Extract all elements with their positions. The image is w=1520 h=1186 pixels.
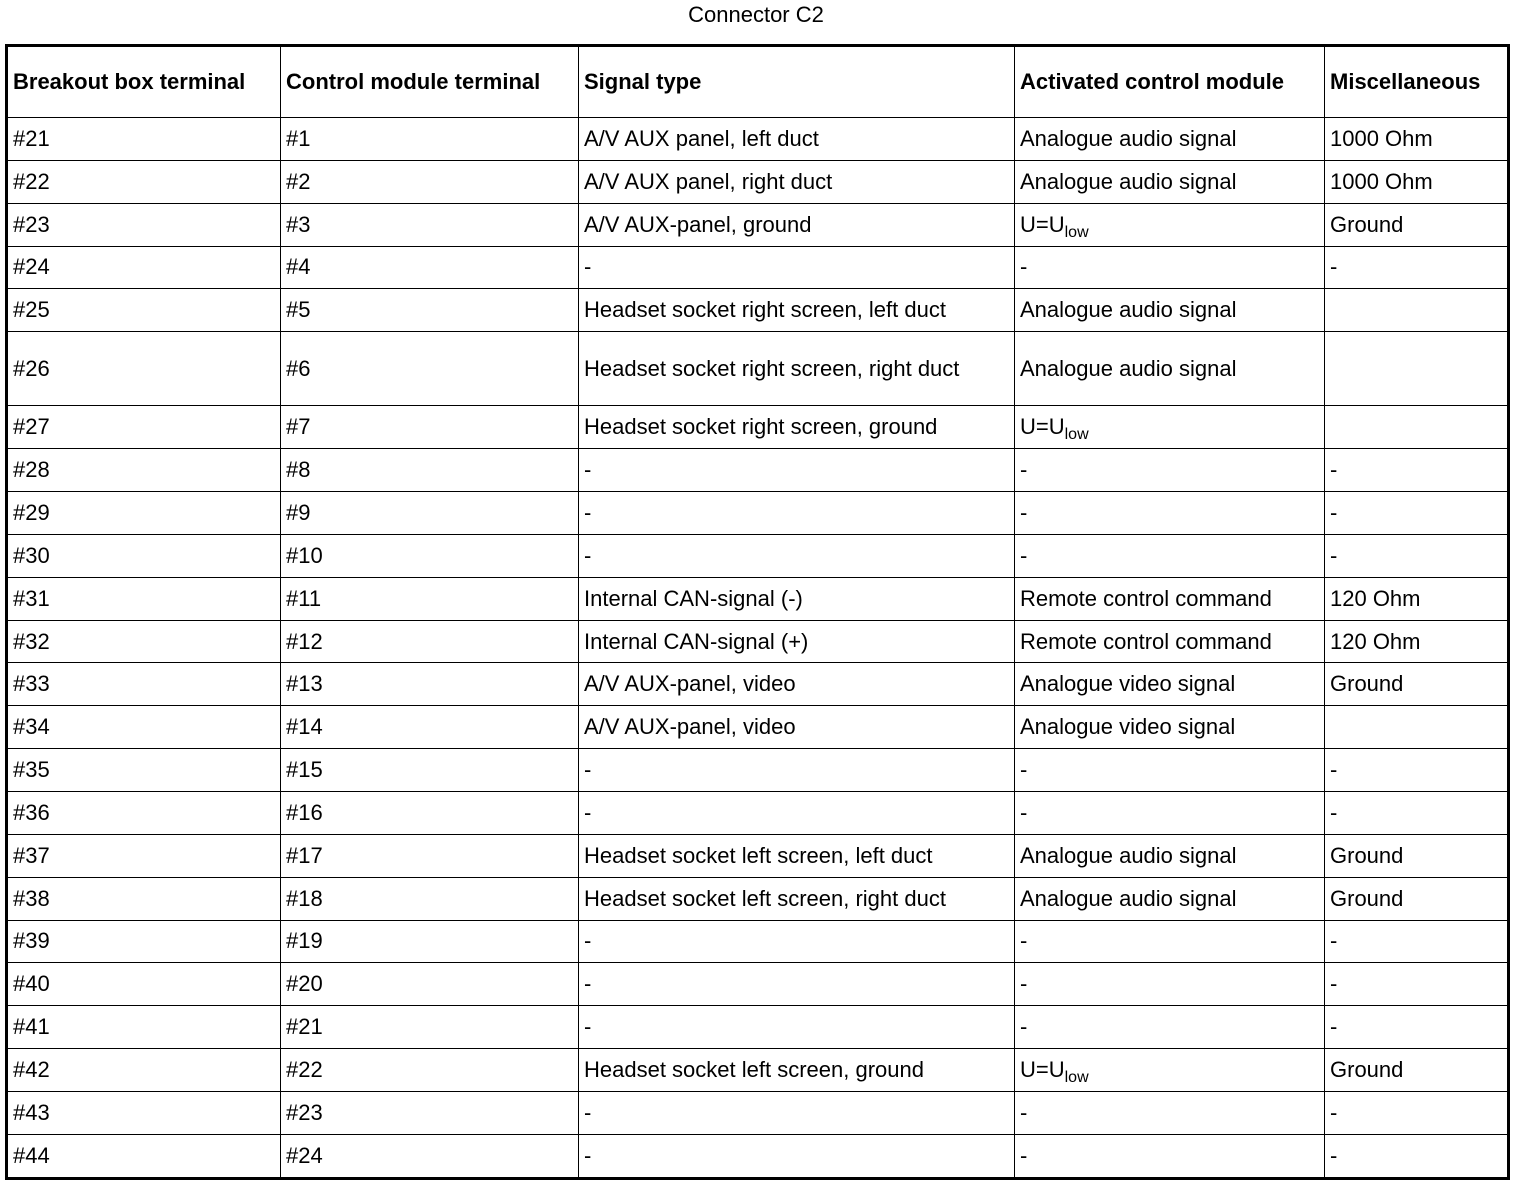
cell-miscellaneous: -: [1325, 534, 1509, 577]
cell-control-module-terminal: #7: [281, 406, 579, 449]
cell-breakout-box-terminal: #40: [7, 963, 281, 1006]
cell-signal-type: -: [579, 920, 1015, 963]
cell-control-module-terminal: #13: [281, 663, 579, 706]
cell-signal-type: -: [579, 792, 1015, 835]
cell-control-module-terminal: #20: [281, 963, 579, 1006]
table-row: [7, 332, 1509, 406]
cell-breakout-box-terminal: #26: [7, 332, 281, 406]
cell-signal-type: A/V AUX-panel, ground: [579, 203, 1015, 246]
cell-control-module-terminal: #4: [281, 246, 579, 289]
cell-control-module-terminal: #16: [281, 792, 579, 835]
cell-signal-type: Headset socket right screen, left duct: [579, 289, 1015, 332]
cell-control-module-terminal: #22: [281, 1049, 579, 1092]
table-row: [7, 1091, 1509, 1134]
connector-c2-table: [5, 44, 1510, 1180]
cell-control-module-terminal: #23: [281, 1091, 579, 1134]
cell-miscellaneous: -: [1325, 792, 1509, 835]
cell-breakout-box-terminal: #33: [7, 663, 281, 706]
cell-signal-type: -: [579, 749, 1015, 792]
cell-signal-type: Internal CAN-signal (+): [579, 620, 1015, 663]
cell-miscellaneous: [1325, 289, 1509, 332]
cell-miscellaneous: 1000 Ohm: [1325, 118, 1509, 161]
table-row: [7, 706, 1509, 749]
table-row: [7, 289, 1509, 332]
cell-activated-control-module: Remote control command: [1015, 620, 1325, 663]
cell-control-module-terminal: #1: [281, 118, 579, 161]
cell-signal-type: -: [579, 1006, 1015, 1049]
cell-activated-control-module: $U=U_{low}$: [1015, 1049, 1325, 1092]
cell-activated-control-module: -: [1015, 246, 1325, 289]
cell-breakout-box-terminal: #36: [7, 792, 281, 835]
cell-breakout-box-terminal: #21: [7, 118, 281, 161]
table-row: [7, 663, 1509, 706]
table-row: [7, 406, 1509, 449]
cell-breakout-box-terminal: #43: [7, 1091, 281, 1134]
cell-breakout-box-terminal: #38: [7, 877, 281, 920]
cell-control-module-terminal: #21: [281, 1006, 579, 1049]
cell-control-module-terminal: #12: [281, 620, 579, 663]
cell-activated-control-module: Remote control command: [1015, 577, 1325, 620]
cell-control-module-terminal: #24: [281, 1134, 579, 1178]
cell-breakout-box-terminal: #35: [7, 749, 281, 792]
cell-activated-control-module: -: [1015, 449, 1325, 492]
cell-breakout-box-terminal: #44: [7, 1134, 281, 1178]
cell-control-module-terminal: #15: [281, 749, 579, 792]
table-row: [7, 792, 1509, 835]
table-row: [7, 749, 1509, 792]
cell-signal-type: -: [579, 963, 1015, 1006]
table-row: [7, 246, 1509, 289]
cell-signal-type: Headset socket left screen, left duct: [579, 834, 1015, 877]
header-signal-type: Signal type: [579, 46, 1015, 118]
cell-miscellaneous: 1000 Ohm: [1325, 160, 1509, 203]
cell-activated-control-module: -: [1015, 792, 1325, 835]
cell-control-module-terminal: #11: [281, 577, 579, 620]
cell-miscellaneous: [1325, 706, 1509, 749]
cell-control-module-terminal: #19: [281, 920, 579, 963]
cell-activated-control-module: Analogue audio signal: [1015, 160, 1325, 203]
cell-control-module-terminal: #10: [281, 534, 579, 577]
cell-signal-type: -: [579, 1091, 1015, 1134]
cell-activated-control-module: $U=U_{low}$: [1015, 203, 1325, 246]
cell-miscellaneous: -: [1325, 246, 1509, 289]
cell-signal-type: A/V AUX panel, right duct: [579, 160, 1015, 203]
cell-miscellaneous: Ground: [1325, 877, 1509, 920]
table-row: [7, 118, 1509, 161]
cell-breakout-box-terminal: #24: [7, 246, 281, 289]
header-control-module-terminal: Control module terminal: [281, 46, 579, 118]
cell-activated-control-module: Analogue video signal: [1015, 706, 1325, 749]
cell-control-module-terminal: #5: [281, 289, 579, 332]
cell-activated-control-module: -: [1015, 534, 1325, 577]
cell-breakout-box-terminal: #29: [7, 492, 281, 535]
cell-breakout-box-terminal: #23: [7, 203, 281, 246]
cell-signal-type: -: [579, 1134, 1015, 1178]
cell-activated-control-module: -: [1015, 963, 1325, 1006]
cell-breakout-box-terminal: #39: [7, 920, 281, 963]
cell-control-module-terminal: #18: [281, 877, 579, 920]
cell-control-module-terminal: #9: [281, 492, 579, 535]
cell-signal-type: Internal CAN-signal (-): [579, 577, 1015, 620]
cell-miscellaneous: -: [1325, 963, 1509, 1006]
cell-breakout-box-terminal: #28: [7, 449, 281, 492]
cell-breakout-box-terminal: #30: [7, 534, 281, 577]
cell-miscellaneous: -: [1325, 1091, 1509, 1134]
cell-signal-type: A/V AUX-panel, video: [579, 663, 1015, 706]
table-row: [7, 1006, 1509, 1049]
cell-activated-control-module: Analogue audio signal: [1015, 877, 1325, 920]
cell-activated-control-module: -: [1015, 749, 1325, 792]
cell-signal-type: Headset socket right screen, ground: [579, 406, 1015, 449]
cell-signal-type: -: [579, 492, 1015, 535]
cell-activated-control-module: Analogue audio signal: [1015, 332, 1325, 406]
cell-control-module-terminal: #17: [281, 834, 579, 877]
cell-breakout-box-terminal: #32: [7, 620, 281, 663]
table-row: [7, 449, 1509, 492]
cell-activated-control-module: -: [1015, 920, 1325, 963]
table-row: [7, 160, 1509, 203]
table-row: [7, 492, 1509, 535]
cell-activated-control-module: Analogue audio signal: [1015, 834, 1325, 877]
header-row: [7, 46, 1509, 118]
cell-signal-type: -: [579, 449, 1015, 492]
header-breakout-box-terminal: Breakout box terminal: [7, 46, 281, 118]
cell-activated-control-module: -: [1015, 1134, 1325, 1178]
cell-breakout-box-terminal: #37: [7, 834, 281, 877]
table-row: [7, 620, 1509, 663]
cell-miscellaneous: -: [1325, 492, 1509, 535]
cell-signal-type: A/V AUX panel, left duct: [579, 118, 1015, 161]
cell-activated-control-module: -: [1015, 1091, 1325, 1134]
cell-activated-control-module: -: [1015, 1006, 1325, 1049]
cell-miscellaneous: -: [1325, 1006, 1509, 1049]
cell-activated-control-module: Analogue audio signal: [1015, 289, 1325, 332]
cell-control-module-terminal: #2: [281, 160, 579, 203]
cell-miscellaneous: -: [1325, 749, 1509, 792]
cell-miscellaneous: -: [1325, 920, 1509, 963]
cell-breakout-box-terminal: #27: [7, 406, 281, 449]
cell-control-module-terminal: #14: [281, 706, 579, 749]
table-row: [7, 963, 1509, 1006]
cell-miscellaneous: -: [1325, 1134, 1509, 1178]
header-activated-control-module: Activated control module: [1015, 46, 1325, 118]
cell-control-module-terminal: #6: [281, 332, 579, 406]
cell-miscellaneous: 120 Ohm: [1325, 577, 1509, 620]
cell-control-module-terminal: #8: [281, 449, 579, 492]
cell-miscellaneous: -: [1325, 449, 1509, 492]
table-caption: Connector C2: [688, 2, 824, 27]
cell-activated-control-module: -: [1015, 492, 1325, 535]
cell-signal-type: -: [579, 246, 1015, 289]
table-row: [7, 920, 1509, 963]
cell-breakout-box-terminal: #42: [7, 1049, 281, 1092]
cell-breakout-box-terminal: #25: [7, 289, 281, 332]
cell-miscellaneous: 120 Ohm: [1325, 620, 1509, 663]
cell-signal-type: Headset socket left screen, ground: [579, 1049, 1015, 1092]
cell-activated-control-module: $U=U_{low}$: [1015, 406, 1325, 449]
cell-miscellaneous: Ground: [1325, 663, 1509, 706]
cell-signal-type: Headset socket right screen, right duct: [579, 332, 1015, 406]
cell-control-module-terminal: #3: [281, 203, 579, 246]
cell-breakout-box-terminal: #34: [7, 706, 281, 749]
cell-miscellaneous: [1325, 406, 1509, 449]
cell-signal-type: -: [579, 534, 1015, 577]
header-miscellaneous: Miscellaneous: [1325, 46, 1509, 118]
table-row: [7, 203, 1509, 246]
cell-miscellaneous: [1325, 332, 1509, 406]
table-row: [7, 534, 1509, 577]
cell-miscellaneous: Ground: [1325, 834, 1509, 877]
cell-signal-type: Headset socket left screen, right duct: [579, 877, 1015, 920]
cell-activated-control-module: Analogue video signal: [1015, 663, 1325, 706]
cell-miscellaneous: Ground: [1325, 203, 1509, 246]
table-row: [7, 834, 1509, 877]
cell-signal-type: A/V AUX-panel, video: [579, 706, 1015, 749]
table-row: [7, 577, 1509, 620]
table-row: [7, 877, 1509, 920]
table-body: [7, 118, 1509, 1179]
cell-activated-control-module: Analogue audio signal: [1015, 118, 1325, 161]
table-row: [7, 1049, 1509, 1092]
cell-breakout-box-terminal: #31: [7, 577, 281, 620]
table-row: [7, 1134, 1509, 1178]
cell-breakout-box-terminal: #41: [7, 1006, 281, 1049]
cell-breakout-box-terminal: #22: [7, 160, 281, 203]
cell-miscellaneous: Ground: [1325, 1049, 1509, 1092]
